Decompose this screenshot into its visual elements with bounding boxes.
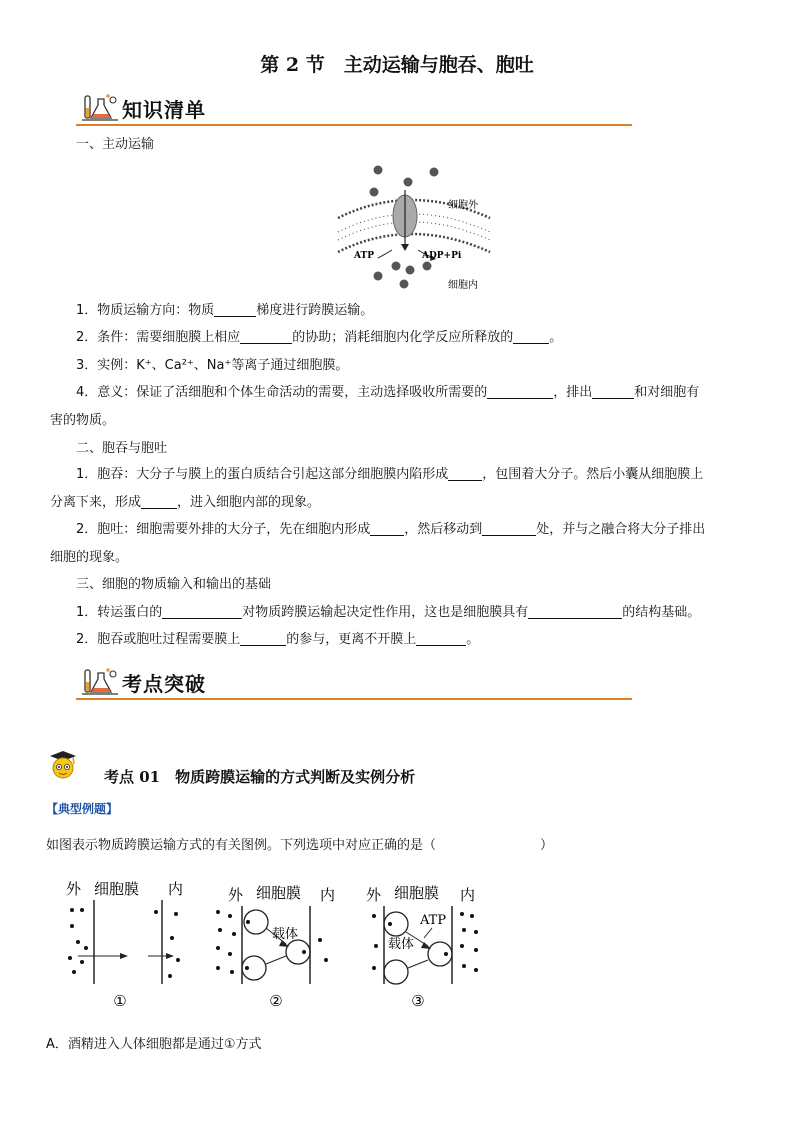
svg-text:外: 外 <box>66 880 82 898</box>
svg-text:载体: 载体 <box>388 937 415 952</box>
panel-free-diffusion <box>66 880 183 1010</box>
answer-blank[interactable] <box>528 604 622 619</box>
answer-blank[interactable] <box>487 384 553 399</box>
svg-text:内: 内 <box>460 886 476 904</box>
svg-text:ATP: ATP <box>420 913 447 928</box>
svg-text:③: ③ <box>411 992 425 1010</box>
answer-blank[interactable] <box>214 302 256 317</box>
active-transport-figure <box>330 160 500 292</box>
item-endocytosis: 1．胞吞：大分子与膜上的蛋白质结合引起这部分细胞膜内陷形成 ，包围着大分子。然后小囊从细胞膜上 分离下来，形成 ，进入细胞内部的现象。 <box>50 467 704 510</box>
answer-blank[interactable] <box>513 329 549 344</box>
item-example: 3．实例：K⁺、Ca²⁺、Na⁺等离子通过细胞膜。 <box>76 358 349 373</box>
molecule-dot <box>423 262 432 271</box>
svg-text:细胞膜: 细胞膜 <box>394 884 440 902</box>
section-label: 知识清单 <box>122 98 206 122</box>
section-divider <box>76 698 632 700</box>
svg-text:外: 外 <box>366 886 382 904</box>
item-direction: 1．物质运输方向：物质 梯度进行跨膜运输。 <box>76 303 374 318</box>
item-membrane-participation: 2．胞吞或胞吐过程需要膜上 的参与，更离不开膜上 。 <box>76 632 480 647</box>
inside-label: 细胞内 <box>448 280 478 291</box>
lab-flask-icon <box>80 93 120 123</box>
panel-facilitated-diffusion <box>216 884 335 1010</box>
molecule-dot <box>374 166 383 175</box>
section-label: 考点突破 <box>122 672 206 696</box>
heading-basis: 三、细胞的物质输入和输出的基础 <box>76 577 272 592</box>
answer-blank[interactable] <box>592 384 634 399</box>
answer-blank[interactable] <box>482 521 536 536</box>
answer-blank[interactable] <box>141 494 177 509</box>
answer-blank[interactable] <box>240 631 286 646</box>
typical-example-label: 【典型例题】 <box>46 802 119 816</box>
molecule-dot <box>406 266 415 275</box>
svg-text:内: 内 <box>168 880 184 898</box>
page-title: 第 2 节 主动运输与胞吞、胞吐 <box>260 54 534 76</box>
svg-text:细胞膜: 细胞膜 <box>94 880 140 898</box>
question-text: 如图表示物质跨膜运输方式的有关图例。下列选项中对应正确的是（ ） <box>46 838 554 853</box>
item-exocytosis: 2．胞吐：细胞需要外排的大分子，先在细胞内形成 ，然后移动到 处，并与之融合将大分子排出 细胞的现象。 <box>50 522 706 565</box>
exam-point-heading: 考点 01 物质跨膜运输的方式判断及实例分析 <box>104 768 416 786</box>
atp-label: ATP <box>354 251 374 261</box>
answer-blank[interactable] <box>448 466 482 481</box>
molecule-dot <box>374 272 383 281</box>
molecule-dot <box>404 178 413 187</box>
lab-flask-icon <box>80 667 120 697</box>
item-significance: 4．意义：保证了活细胞和个体生命活动的需要，主动选择吸收所需要的 ，排出 和对细胞有 害的物质。 <box>50 385 700 428</box>
graduate-mascot-icon <box>46 748 80 782</box>
option-a[interactable]: A．酒精进入人体细胞都是通过①方式 <box>46 1037 262 1052</box>
section-divider <box>76 124 632 126</box>
molecule-dot <box>392 262 401 271</box>
svg-text:外: 外 <box>228 886 244 904</box>
svg-text:内: 内 <box>320 886 336 904</box>
answer-blank[interactable] <box>240 329 292 344</box>
outside-label: 细胞外 <box>448 200 478 211</box>
adp-label: ADP+Pi <box>422 251 462 261</box>
item-transport-protein: 1．转运蛋白的 对物质跨膜运输起决定性作用，这也是细胞膜具有 的结构基础。 <box>76 605 701 620</box>
answer-blank[interactable] <box>416 631 466 646</box>
svg-text:载体: 载体 <box>272 927 299 942</box>
svg-text:①: ① <box>113 992 127 1010</box>
molecule-dot <box>400 280 409 289</box>
transport-modes-figure <box>58 876 498 1016</box>
svg-text:细胞膜: 细胞膜 <box>256 884 302 902</box>
section-header-breakthrough <box>76 666 632 700</box>
molecule-dot <box>430 168 439 177</box>
heading-endocytosis: 二、胞吞与胞吐 <box>76 441 168 456</box>
section-header-knowledge <box>76 92 632 126</box>
heading-active-transport: 一、主动运输 <box>76 137 155 152</box>
answer-blank[interactable] <box>370 521 404 536</box>
molecule-dot <box>370 188 379 197</box>
item-condition: 2．条件：需要细胞膜上相应 的协助；消耗细胞内化学反应所释放的 。 <box>76 330 563 345</box>
panel-active-transport <box>366 884 478 1010</box>
answer-blank[interactable] <box>162 604 242 619</box>
svg-text:②: ② <box>269 992 283 1010</box>
